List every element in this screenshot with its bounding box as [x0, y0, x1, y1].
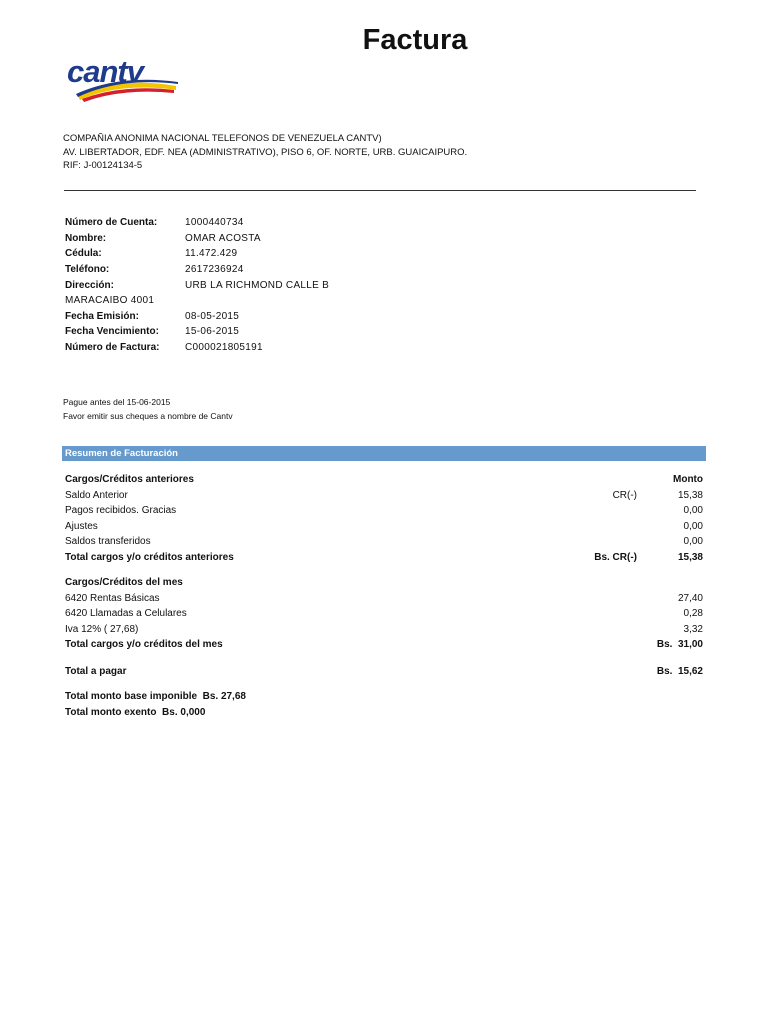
id-value: 11.472.429 [185, 248, 238, 260]
customer-info [65, 215, 329, 355]
company-name: COMPAÑIA ANONIMA NACIONAL TELEFONOS DE VENEZUELA CANTV) [63, 133, 382, 144]
table-row [65, 503, 703, 519]
address-row [65, 277, 329, 293]
amount-header: Monto [673, 474, 703, 485]
pay-total-desc: Total a pagar [65, 666, 127, 677]
row-amount: 0,00 [683, 536, 703, 547]
month-total-desc: Total cargos y/o créditos del mes [65, 639, 223, 650]
issue-date-label: Fecha Emisión: [65, 310, 139, 322]
row-desc: Iva 12% ( 27,68) [65, 623, 139, 635]
svg-text:cantv: cantv [67, 54, 143, 89]
company-rif: RIF: J-00124134-5 [63, 160, 143, 171]
row-amount: 15,38 [677, 489, 703, 501]
previous-total-amount: 15,38 [677, 551, 703, 563]
payment-notes [63, 395, 233, 423]
previous-header-row [65, 472, 703, 488]
table-row [65, 622, 703, 638]
due-date-row [65, 324, 329, 340]
city-value: MARACAIBO 4001 [65, 295, 155, 307]
summary-banner-title: Resumen de Facturación [65, 448, 178, 459]
row-desc: Saldo Anterior [65, 489, 128, 501]
company-address: AV. LIBERTADOR, EDF. NEA (ADMINISTRATIVO), PISO 6, OF. NORTE, URB. GUAICAIPURO. [63, 146, 468, 158]
company-info [63, 132, 467, 173]
issue-date-value: 08-05-2015 [185, 310, 240, 322]
due-date-label: Fecha Vencimiento: [65, 326, 159, 338]
pay-total-row [65, 664, 703, 680]
table-row [65, 606, 703, 622]
invoice-number-value: C000021805191 [185, 342, 263, 354]
name-label: Nombre: [65, 232, 107, 244]
previous-charges [65, 472, 703, 565]
pay-before-note: Pague antes del 15-06-2015 [63, 397, 171, 407]
row-desc: 6420 Llamadas a Celulares [65, 608, 187, 619]
account-row [65, 215, 329, 231]
summary-banner [62, 446, 706, 461]
table-row [65, 519, 703, 535]
account-label: Número de Cuenta: [65, 217, 158, 229]
table-row [65, 488, 703, 504]
row-qualifier: CR(-) [612, 489, 637, 501]
address-value: URB LA RICHMOND CALLE B [185, 279, 330, 291]
row-desc: Pagos recibidos. Gracias [65, 505, 177, 516]
due-date-value: 15-06-2015 [185, 326, 240, 338]
name-value: OMAR ACOSTA [185, 232, 261, 244]
invoice-number-label: Número de Factura: [65, 342, 160, 354]
month-total-row [65, 637, 703, 653]
invoice-number-row [65, 340, 329, 356]
phone-value: 2617236924 [185, 264, 244, 276]
previous-total-row [65, 550, 703, 566]
phone-row [65, 262, 329, 278]
month-header: Cargos/Créditos del mes [65, 577, 183, 588]
table-row [65, 534, 703, 550]
row-desc: Ajustes [65, 520, 98, 532]
cantv-logo [64, 52, 182, 104]
page-title: Factura [362, 24, 468, 56]
taxable-total: Total monto base imponible Bs. 27,68 [65, 691, 246, 702]
row-amount: 0,28 [683, 608, 703, 619]
row-desc: Saldos transferidos [65, 536, 151, 547]
month-header-row [65, 575, 703, 591]
table-row [65, 591, 703, 607]
row-amount: 27,40 [677, 592, 703, 604]
month-total-amount: Bs. 31,00 [656, 639, 703, 650]
row-amount: 0,00 [683, 505, 703, 516]
pay-total-amount: Bs. 15,62 [656, 666, 703, 677]
previous-header: Cargos/Créditos anteriores [65, 474, 194, 485]
divider [64, 190, 696, 191]
city-row [65, 293, 329, 309]
cantv-logo-graphic [64, 52, 182, 104]
account-value: 1000440734 [185, 217, 244, 229]
id-label: Cédula: [65, 248, 102, 260]
pay-total [65, 664, 703, 680]
cheques-note: Favor emitir sus cheques a nombre de Cantv [63, 411, 233, 421]
id-row [65, 246, 329, 262]
phone-label: Teléfono: [65, 264, 110, 276]
previous-total-qualifier: Bs. CR(-) [594, 551, 637, 563]
name-row [65, 231, 329, 247]
row-desc: 6420 Rentas Básicas [65, 592, 160, 604]
address-label: Dirección: [65, 279, 114, 291]
row-amount: 0,00 [683, 520, 703, 532]
previous-total-desc: Total cargos y/o créditos anteriores [65, 551, 234, 563]
exempt-total: Total monto exento Bs. 0,000 [65, 707, 206, 718]
row-amount: 3,32 [683, 623, 703, 635]
issue-date-row [65, 309, 329, 325]
tax-totals [65, 689, 246, 721]
month-charges [65, 575, 703, 653]
